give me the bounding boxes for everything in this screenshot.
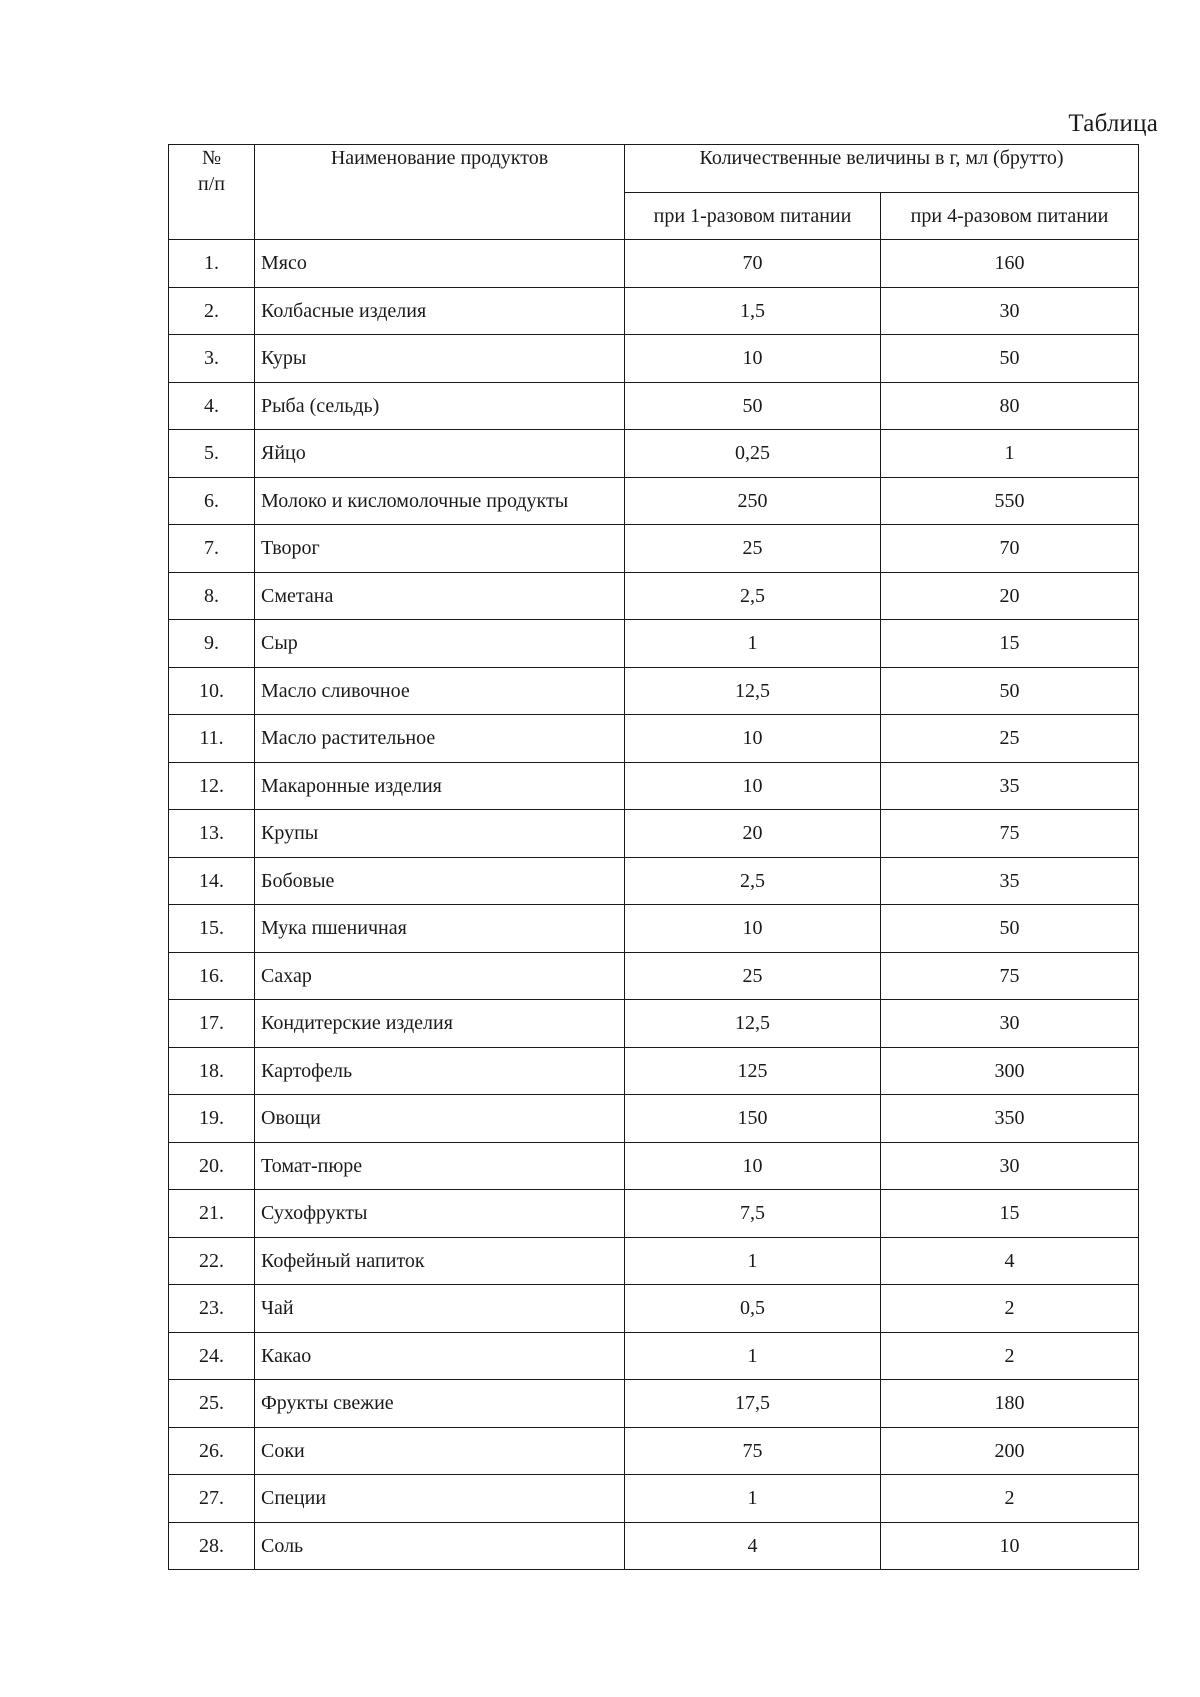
table-row <box>169 477 1139 525</box>
qty-four-meals: 200 <box>881 1427 1139 1475</box>
row-number: 19. <box>169 1095 255 1143</box>
table-row <box>169 762 1139 810</box>
product-name: Яйцо <box>255 430 625 478</box>
qty-one-meal: 0,5 <box>625 1285 881 1333</box>
product-name: Масло сливочное <box>255 667 625 715</box>
food-norms-table <box>168 144 1139 1570</box>
row-number: 10. <box>169 667 255 715</box>
table-row <box>169 1522 1139 1570</box>
product-name: Кондитерские изделия <box>255 1000 625 1048</box>
row-number: 15. <box>169 905 255 953</box>
qty-one-meal: 10 <box>625 715 881 763</box>
qty-four-meals: 10 <box>881 1522 1139 1570</box>
qty-one-meal: 2,5 <box>625 857 881 905</box>
qty-one-meal: 75 <box>625 1427 881 1475</box>
qty-one-meal: 4 <box>625 1522 881 1570</box>
qty-one-meal: 125 <box>625 1047 881 1095</box>
qty-four-meals: 15 <box>881 1190 1139 1238</box>
qty-one-meal: 1,5 <box>625 287 881 335</box>
table-row <box>169 1142 1139 1190</box>
qty-one-meal: 25 <box>625 952 881 1000</box>
table-row <box>169 667 1139 715</box>
table-row <box>169 572 1139 620</box>
qty-four-meals: 50 <box>881 905 1139 953</box>
header-quantity: Количественные величины в г, мл (брутто) <box>625 145 1139 193</box>
row-number: 17. <box>169 1000 255 1048</box>
qty-one-meal: 7,5 <box>625 1190 881 1238</box>
product-name: Бобовые <box>255 857 625 905</box>
qty-one-meal: 70 <box>625 240 881 288</box>
qty-four-meals: 4 <box>881 1237 1139 1285</box>
table-row <box>169 952 1139 1000</box>
row-number: 14. <box>169 857 255 905</box>
product-name: Колбасные изделия <box>255 287 625 335</box>
product-name: Какао <box>255 1332 625 1380</box>
row-number: 18. <box>169 1047 255 1095</box>
qty-one-meal: 0,25 <box>625 430 881 478</box>
qty-four-meals: 300 <box>881 1047 1139 1095</box>
row-number: 7. <box>169 525 255 573</box>
header-number-symbol: № <box>201 147 222 169</box>
product-name: Молоко и кисломолочные продукты <box>255 477 625 525</box>
table-row <box>169 1285 1139 1333</box>
row-number: 5. <box>169 430 255 478</box>
qty-one-meal: 12,5 <box>625 667 881 715</box>
qty-four-meals: 25 <box>881 715 1139 763</box>
table-row <box>169 287 1139 335</box>
qty-one-meal: 50 <box>625 382 881 430</box>
product-name: Томат-пюре <box>255 1142 625 1190</box>
qty-one-meal: 1 <box>625 620 881 668</box>
product-name: Картофель <box>255 1047 625 1095</box>
product-name: Сыр <box>255 620 625 668</box>
row-number: 4. <box>169 382 255 430</box>
header-four-meals: при 4-разовом питании <box>881 193 1139 240</box>
qty-one-meal: 12,5 <box>625 1000 881 1048</box>
row-number: 9. <box>169 620 255 668</box>
product-name: Макаронные изделия <box>255 762 625 810</box>
product-name: Чай <box>255 1285 625 1333</box>
product-name: Рыба (сельдь) <box>255 382 625 430</box>
product-name: Кофейный напиток <box>255 1237 625 1285</box>
product-name: Крупы <box>255 810 625 858</box>
product-name: Масло растительное <box>255 715 625 763</box>
row-number: 23. <box>169 1285 255 1333</box>
qty-one-meal: 1 <box>625 1475 881 1523</box>
qty-four-meals: 35 <box>881 762 1139 810</box>
qty-four-meals: 75 <box>881 952 1139 1000</box>
header-number-abbrev: п/п <box>198 173 225 195</box>
table-row <box>169 1000 1139 1048</box>
row-number: 16. <box>169 952 255 1000</box>
row-number: 12. <box>169 762 255 810</box>
header-number <box>169 145 255 240</box>
product-name: Мука пшеничная <box>255 905 625 953</box>
product-name: Фрукты свежие <box>255 1380 625 1428</box>
qty-one-meal: 250 <box>625 477 881 525</box>
table-row <box>169 1427 1139 1475</box>
qty-four-meals: 550 <box>881 477 1139 525</box>
row-number: 13. <box>169 810 255 858</box>
header-product-name: Наименование продуктов <box>255 145 625 240</box>
qty-four-meals: 80 <box>881 382 1139 430</box>
qty-four-meals: 50 <box>881 667 1139 715</box>
row-number: 8. <box>169 572 255 620</box>
qty-four-meals: 20 <box>881 572 1139 620</box>
product-name: Творог <box>255 525 625 573</box>
product-name: Сметана <box>255 572 625 620</box>
qty-four-meals: 2 <box>881 1332 1139 1380</box>
qty-one-meal: 20 <box>625 810 881 858</box>
row-number: 22. <box>169 1237 255 1285</box>
row-number: 28. <box>169 1522 255 1570</box>
qty-four-meals: 160 <box>881 240 1139 288</box>
row-number: 3. <box>169 335 255 383</box>
table-row <box>169 335 1139 383</box>
qty-one-meal: 1 <box>625 1237 881 1285</box>
row-number: 26. <box>169 1427 255 1475</box>
table-row <box>169 430 1139 478</box>
table-row <box>169 1475 1139 1523</box>
row-number: 20. <box>169 1142 255 1190</box>
table-row <box>169 1095 1139 1143</box>
table-row <box>169 1380 1139 1428</box>
table-row <box>169 715 1139 763</box>
product-name: Овощи <box>255 1095 625 1143</box>
qty-one-meal: 2,5 <box>625 572 881 620</box>
product-name: Соль <box>255 1522 625 1570</box>
qty-one-meal: 10 <box>625 1142 881 1190</box>
qty-four-meals: 50 <box>881 335 1139 383</box>
table-row <box>169 620 1139 668</box>
qty-one-meal: 10 <box>625 905 881 953</box>
table-body <box>169 240 1139 1570</box>
table-row <box>169 1047 1139 1095</box>
qty-four-meals: 30 <box>881 1142 1139 1190</box>
product-name: Сухофрукты <box>255 1190 625 1238</box>
row-number: 25. <box>169 1380 255 1428</box>
table-row <box>169 810 1139 858</box>
table-row <box>169 1190 1139 1238</box>
row-number: 24. <box>169 1332 255 1380</box>
qty-four-meals: 75 <box>881 810 1139 858</box>
product-name: Куры <box>255 335 625 383</box>
qty-one-meal: 17,5 <box>625 1380 881 1428</box>
qty-four-meals: 1 <box>881 430 1139 478</box>
qty-one-meal: 25 <box>625 525 881 573</box>
row-number: 21. <box>169 1190 255 1238</box>
product-name: Специи <box>255 1475 625 1523</box>
qty-four-meals: 2 <box>881 1475 1139 1523</box>
table-row <box>169 1332 1139 1380</box>
header-one-meal: при 1-разовом питании <box>625 193 881 240</box>
qty-four-meals: 180 <box>881 1380 1139 1428</box>
table-row <box>169 857 1139 905</box>
qty-four-meals: 35 <box>881 857 1139 905</box>
table-row <box>169 382 1139 430</box>
product-name: Сахар <box>255 952 625 1000</box>
row-number: 1. <box>169 240 255 288</box>
table-header <box>169 145 1139 240</box>
qty-four-meals: 350 <box>881 1095 1139 1143</box>
qty-one-meal: 10 <box>625 762 881 810</box>
qty-four-meals: 15 <box>881 620 1139 668</box>
qty-one-meal: 10 <box>625 335 881 383</box>
qty-four-meals: 30 <box>881 1000 1139 1048</box>
table-row <box>169 1237 1139 1285</box>
row-number: 11. <box>169 715 255 763</box>
qty-four-meals: 2 <box>881 1285 1139 1333</box>
qty-four-meals: 30 <box>881 287 1139 335</box>
table-row <box>169 525 1139 573</box>
product-name: Мясо <box>255 240 625 288</box>
table-caption: Таблица <box>1068 110 1158 137</box>
qty-four-meals: 70 <box>881 525 1139 573</box>
table-row <box>169 905 1139 953</box>
table-row <box>169 240 1139 288</box>
row-number: 27. <box>169 1475 255 1523</box>
product-name: Соки <box>255 1427 625 1475</box>
row-number: 6. <box>169 477 255 525</box>
qty-one-meal: 150 <box>625 1095 881 1143</box>
qty-one-meal: 1 <box>625 1332 881 1380</box>
row-number: 2. <box>169 287 255 335</box>
